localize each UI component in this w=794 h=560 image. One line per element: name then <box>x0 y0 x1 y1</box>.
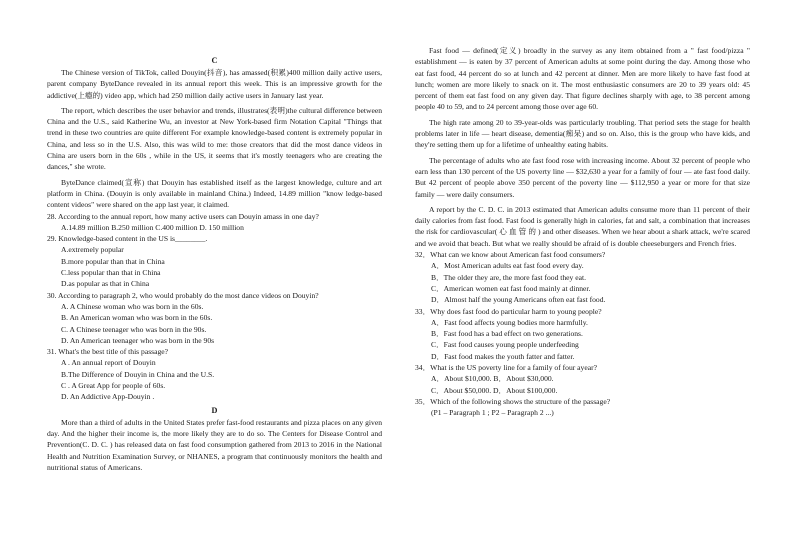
question-stem: 35．Which of the following shows the structure of the passage? <box>415 396 611 406</box>
left-column <box>47 0 382 473</box>
question-stem: 29. Knowledge-based content in the US is________. <box>47 234 208 244</box>
question-option: D．Almost half the young Americans often eat fast food. <box>431 295 606 305</box>
question-stem: 30. According to paragraph 2, who would probably do the most dance videos on Douyin? <box>47 290 319 300</box>
question-option: A．About $10,000. B．About $30,000. <box>431 374 554 384</box>
passage-d-paragraph: Fast food — defined(定义) broadly in the survey as any item obtained from a " fast food/pizza " establishment — is eaten by 37 percent of American adults at some point during the day. Among those who eat fast food, 44 percent do so at lunch and 42 percent at dinner. Men are more likely to have fast food at lunch; women are more likely to snack on it. The most enthusiastic consumers are 20 to 39 years old: 45 percent of them eat fast food on any given day. That figure declines sharply with age, to 38 percent among people 40 to 59, and to 24 percent among those over age 60. <box>415 46 750 112</box>
question-stem: 28. According to the annual report, how many active users can Douyin amass in one day? <box>47 211 319 221</box>
question-31 <box>47 346 382 402</box>
question-option: (P1 – Paragraph 1 ; P2 – Paragraph 2 ...) <box>431 408 554 418</box>
question-34 <box>415 362 750 396</box>
question-stem: 32．What can we know about American fast food consumers? <box>415 250 606 260</box>
passage-d-paragraph: A report by the C. D. C. in 2013 estimated that American adults consume more than 11 percent of their daily calories from fast food. Fast food is generally high in calories, fat and salt, a combination that increases the risk for cardiovascular( 心 血 管 的 ) and other diseases. When we hear about a shark attack, we're scared and we avoid that beach. But what we really should be afraid of is double cheeseburgers and French fries. <box>415 204 750 248</box>
section-c-title: C <box>211 56 218 65</box>
question-option: D.as popular as that in China <box>61 279 150 289</box>
question-option: B.more popular than that in China <box>61 256 165 266</box>
question-33 <box>415 306 750 362</box>
question-option: A．Fast food affects young bodies more harmfully. <box>431 317 588 327</box>
question-option: C . A Great App for people of 60s. <box>61 381 166 391</box>
question-option: A．Most American adults eat fast food every day. <box>431 261 584 271</box>
question-35 <box>415 396 750 419</box>
question-option: B.The Difference of Douyin in China and the U.S. <box>61 369 215 379</box>
question-option: D．Fast food makes the youth fatter and fatter. <box>431 351 575 361</box>
right-column <box>415 0 750 419</box>
question-option: C.less popular than that in China <box>61 268 161 278</box>
passage-c-paragraph: The Chinese version of TikTok, called Douyin(抖音), has amassed(积累)400 million daily active users, parent company ByteDance revealed in its annual report this week. This is an impressive growth for the addictive(上瘾的) video app, which had 250 million daily active users in January last year. <box>47 68 382 100</box>
question-option: A. A Chinese woman who was born in the 60s. <box>61 301 204 311</box>
question-stem: 34．What is the US poverty line for a family of four ayear? <box>415 363 597 373</box>
question-28 <box>47 211 382 234</box>
question-stem: 33．Why does fast food do particular harm to young people? <box>415 306 602 316</box>
question-option: C．About $50,000. D．About $100,000. <box>431 385 558 395</box>
question-option: D. An American teenager who was born in the 90s <box>61 335 215 345</box>
question-option: C．Fast food causes young people underfeeding <box>431 340 579 350</box>
question-option: C．American women eat fast food mainly at dinner. <box>431 283 591 293</box>
question-stem: 31. What's the best title of this passage? <box>47 347 169 357</box>
section-d-title: D <box>211 405 218 415</box>
question-option: A.14.89 million B.250 million C.400 million D. 150 million <box>61 222 244 232</box>
question-29 <box>47 233 382 289</box>
question-30 <box>47 290 382 346</box>
question-option: D. An Addictive App-Douyin . <box>61 392 155 402</box>
question-option: C. A Chinese teenager who was born in the 90s. <box>61 324 207 334</box>
question-option: B. An American woman who was born in the 60s. <box>61 313 213 323</box>
passage-c-paragraph: The report, which describes the user behavior and trends, illustrates(表明)the cultural difference between China and the U.S., said Katherine Wu, an investor at New York-based firm Notation Capital "Things that trend in these two countries are quite different For example knowledge-based content is extremely popular in China, and less so in the U.S. Also, this was wild to me: those creators that did the most dance videos in China are users born in the 60s , while in the US, it seems that it's mostly teenagers who are creating the dances," she wrote. <box>47 105 382 172</box>
question-option: A . An annual report of Douyin <box>61 358 156 368</box>
passage-d-paragraph: More than a third of adults in the United States prefer fast-food restaurants and pizza places on any given day. And the higher their income is, the more likely they are to do so. The Centers for Disease Control and Prevention(C. D. C. ) has released data on fast food consumption gathered from 2013 to 2016 in the National Health and Nutrition Examination Survey, or NHANES, a program that continuously monitors the health and nutritional status of Americans. <box>47 417 382 472</box>
question-option: B．Fast food has a bad effect on two generations. <box>431 329 583 339</box>
question-32 <box>415 249 750 305</box>
question-option: B．The older they are, the more fast food they eat. <box>431 272 586 282</box>
passage-d-paragraph: The percentage of adults who ate fast food rose with increasing income. About 32 percent of people who earn less than 130 percent of the US poverty line — $32,630 a year for a family of four — ate fast food daily. But 42 percent of people above 350 percent of the poverty line — $112,950 a year or more for that size family — were daily consumers. <box>415 155 750 199</box>
passage-d-paragraph: The high rate among 20 to 39-year-olds was particularly troubling. That period sets the stage for health problems later in life — heart disease, dementia(痴呆) and so on. Also, this is the group who have kids, and they're setting them up for a lifetime of unhealthy eating habits. <box>415 117 750 150</box>
question-option: A.extremely popular <box>61 245 124 255</box>
passage-c-paragraph: ByteDance claimed(宣称) that Douyin has established itself as the largest knowledge, culture and art platform in China. (Douyin is only available in mainland China.) Indeed, 14.89 million "know ledge-based content videos" were shared on the app last year, it claimed. <box>47 177 382 210</box>
